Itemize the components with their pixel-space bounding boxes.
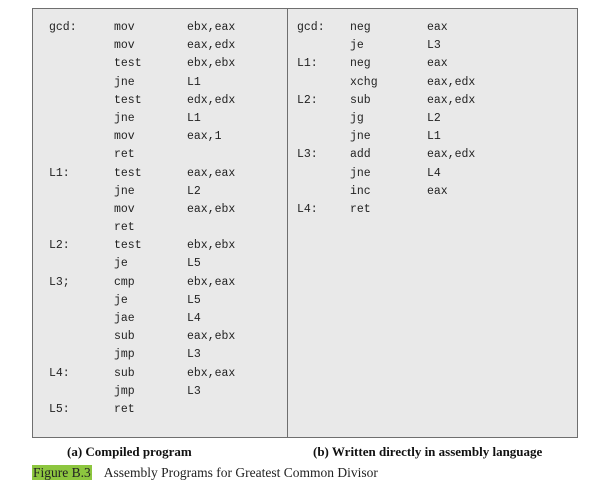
code-opcode: jne bbox=[114, 184, 135, 198]
code-operands: eax bbox=[427, 21, 448, 34]
code-opcode: test bbox=[114, 239, 142, 253]
code-operands: edx,edx bbox=[187, 93, 236, 107]
code-opcode: add bbox=[350, 148, 371, 162]
code-opcode: ret bbox=[114, 221, 135, 235]
code-operands: L1 bbox=[427, 130, 441, 144]
code-operands: ebx,ebx bbox=[187, 57, 236, 71]
code-label: L1: bbox=[297, 57, 318, 71]
code-opcode: cmp bbox=[114, 275, 135, 289]
code-opcode: je bbox=[114, 293, 128, 307]
code-opcode: mov bbox=[114, 39, 135, 53]
code-operands: eax bbox=[427, 57, 448, 71]
code-opcode: je bbox=[350, 39, 364, 53]
figure-caption bbox=[32, 465, 378, 481]
handwritten-program-caption: (b) Written directly in assembly language bbox=[313, 444, 543, 459]
code-operands: eax bbox=[427, 184, 448, 198]
code-opcode: jae bbox=[114, 312, 135, 325]
code-label: L3; bbox=[49, 275, 70, 289]
code-operands: eax,1 bbox=[187, 130, 222, 144]
code-label: L5: bbox=[49, 402, 70, 416]
code-operands: L5 bbox=[187, 293, 201, 307]
code-label: L1: bbox=[49, 166, 70, 180]
code-opcode: mov bbox=[114, 21, 135, 34]
code-operands: L1 bbox=[187, 75, 201, 89]
code-opcode: ret bbox=[114, 402, 135, 416]
code-operands: L2 bbox=[427, 111, 441, 125]
code-label: gcd: bbox=[297, 21, 325, 34]
code-opcode: jne bbox=[114, 111, 135, 125]
code-opcode: test bbox=[114, 93, 142, 107]
code-opcode: jg bbox=[350, 111, 364, 125]
code-opcode: neg bbox=[350, 57, 371, 71]
code-operands: L5 bbox=[187, 257, 201, 271]
code-operands: eax,ebx bbox=[187, 330, 236, 344]
code-operands: ebx,eax bbox=[187, 366, 236, 380]
figure-label: Figure B.3 bbox=[33, 465, 91, 480]
code-opcode: jne bbox=[114, 75, 135, 89]
code-opcode: jmp bbox=[114, 348, 135, 362]
code-opcode: jne bbox=[350, 166, 371, 180]
code-opcode: xchg bbox=[350, 75, 378, 89]
code-operands: eax,eax bbox=[187, 166, 236, 180]
code-label: L2: bbox=[49, 239, 70, 253]
code-operands: L4 bbox=[187, 312, 201, 325]
code-operands: eax,edx bbox=[187, 39, 236, 53]
code-label: L3: bbox=[297, 148, 318, 162]
code-label: L4: bbox=[49, 366, 70, 380]
code-operands: L2 bbox=[187, 184, 201, 198]
code-opcode: mov bbox=[114, 130, 135, 144]
figure-title: Assembly Programs for Greatest Common Divisor bbox=[103, 465, 378, 480]
code-opcode: sub bbox=[114, 366, 135, 380]
code-opcode: test bbox=[114, 166, 142, 180]
code-operands: L3 bbox=[427, 39, 441, 53]
code-opcode: sub bbox=[114, 330, 135, 344]
code-operands: L1 bbox=[187, 111, 201, 125]
code-opcode: neg bbox=[350, 21, 371, 34]
code-operands: L3 bbox=[187, 348, 201, 362]
code-operands: eax,edx bbox=[427, 93, 476, 107]
code-opcode: inc bbox=[350, 184, 371, 198]
code-label: L2: bbox=[297, 93, 318, 107]
code-opcode: ret bbox=[114, 148, 135, 162]
code-operands: eax,edx bbox=[427, 75, 476, 89]
code-opcode: je bbox=[114, 257, 128, 271]
code-opcode: jne bbox=[350, 130, 371, 144]
code-operands: ebx,eax bbox=[187, 21, 236, 34]
code-operands: eax,edx bbox=[427, 148, 476, 162]
code-operands: L3 bbox=[187, 384, 201, 398]
code-opcode: mov bbox=[114, 202, 135, 216]
code-operands: ebx,eax bbox=[187, 275, 236, 289]
code-opcode: test bbox=[114, 57, 142, 71]
code-label: gcd: bbox=[49, 21, 77, 34]
panel-divider bbox=[287, 8, 288, 438]
compiled-program-caption: (a) Compiled program bbox=[67, 444, 192, 459]
code-label: L4: bbox=[297, 202, 318, 216]
code-operands: eax,ebx bbox=[187, 202, 236, 216]
code-opcode: ret bbox=[350, 202, 371, 216]
code-opcode: jmp bbox=[114, 384, 135, 398]
code-operands: ebx,ebx bbox=[187, 239, 236, 253]
code-opcode: sub bbox=[350, 93, 371, 107]
code-operands: L4 bbox=[427, 166, 441, 180]
